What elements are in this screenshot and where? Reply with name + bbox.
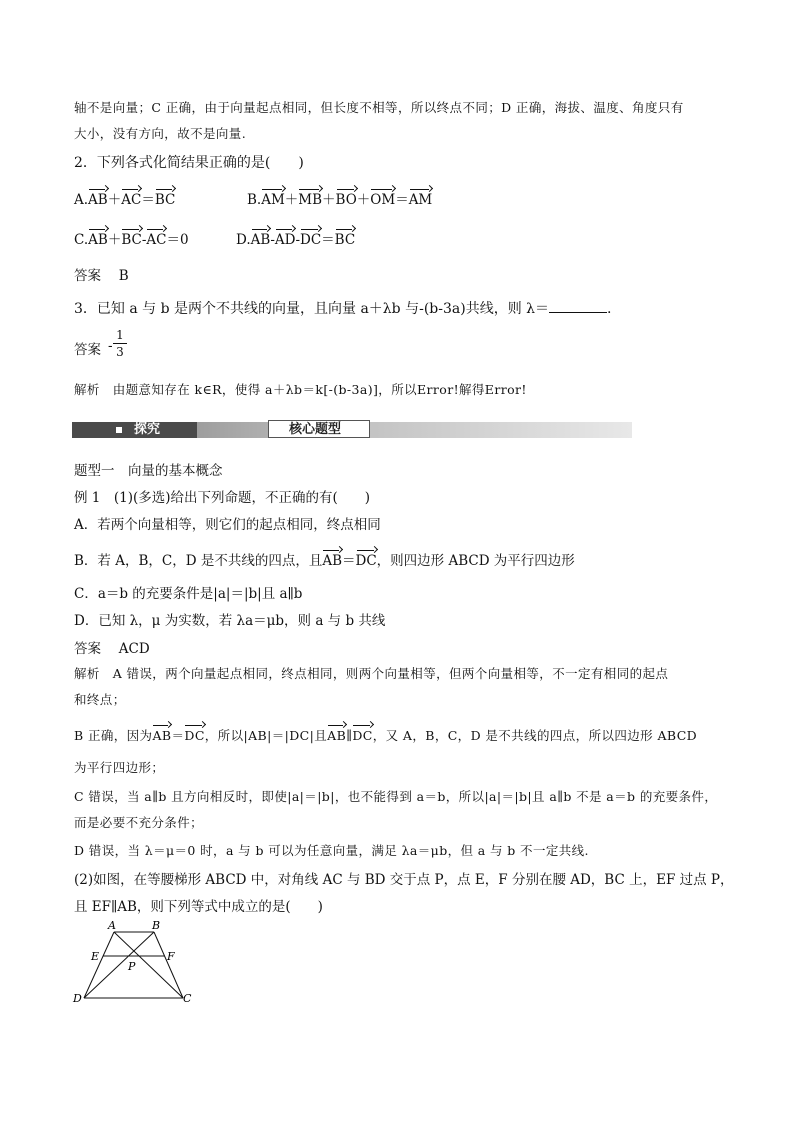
explanation-c-line1: C 错误，当 a∥b 且方向相反时，即使|a|＝|b|，也不能得到 a＝b，所以|a|＝|b|且 a∥b 不是 a＝b 的充要条件， xyxy=(74,789,718,804)
fraction-numerator: 1 xyxy=(116,328,124,342)
explanation-line: 轴不是向量；C 正确，由于向量起点相同，但长度不相等，所以终点不同；D 正确，海拔、温度、角度只有 xyxy=(74,100,684,115)
label-b: B xyxy=(152,919,161,932)
label-c: C xyxy=(183,992,192,1005)
parallel-sign: ∥ xyxy=(346,728,353,743)
option-b: B.AM＋MB＋BO＋OM＝AM xyxy=(247,192,433,208)
option-c: C.AB＋BC-AC＝0 xyxy=(74,232,189,248)
question-2-stem: 2．下列各式化简结果正确的是( ) xyxy=(74,155,304,171)
label-p: P xyxy=(128,960,136,973)
question-3-end: . xyxy=(607,301,612,317)
example-1-stem: 例 1 (1)(多选)给出下列命题，不正确的有( ) xyxy=(74,490,371,506)
banner-tag-explore xyxy=(72,422,197,438)
answer-row xyxy=(74,264,129,284)
q3-answer-label: 答案 xyxy=(74,342,101,358)
explanation-line: 大小，没有方向，故不是向量. xyxy=(74,126,247,141)
question-3-text: 3．已知 a 与 b 是两个不共线的向量，且向量 a＋λb 与-(b-3a)共线，则 λ＝ xyxy=(74,301,550,317)
equals-sign: ＝ xyxy=(171,728,185,743)
vector-dc: DC xyxy=(184,728,205,743)
label-d: D xyxy=(73,992,82,1005)
q3-answer-fraction xyxy=(113,328,127,359)
answer-label: 答案 xyxy=(74,268,101,284)
ex1-option-c: C．a＝b 的充要条件是|a|＝|b|且 a∥b xyxy=(74,586,303,602)
option-a: A.AB＋AC＝BC xyxy=(74,192,176,208)
answer-value: B xyxy=(118,268,129,284)
label-f: F xyxy=(167,950,175,963)
question-3-stem xyxy=(74,298,611,318)
segment-bc xyxy=(154,932,183,998)
ex1-answer-row xyxy=(74,637,150,657)
label-e: E xyxy=(91,950,100,963)
diagonal-ac xyxy=(114,932,183,998)
option-d: D.AB-AD-DC＝BC xyxy=(236,232,356,248)
label-a: A xyxy=(108,919,116,932)
ex1-option-d: D．已知 λ，μ 为实数，若 λa＝μb，则 a 与 b 共线 xyxy=(74,613,386,629)
explanation-c-line2: 而是必要不充分条件； xyxy=(74,815,204,830)
explanation-a-line1: 解析 A 错误，两个向量起点相同，终点相同，则两个向量相等，但两个向量相等，不一定有相同的起点 xyxy=(74,666,669,681)
vector-ab: AB xyxy=(152,728,172,743)
banner-right-text: 核心题型 xyxy=(289,422,342,437)
exp-b-mid: ，所以|AB|＝|DC|且 xyxy=(204,728,328,743)
ex1-option-a: A．若两个向量相等，则它们的起点相同，终点相同 xyxy=(74,517,381,533)
explanation-b-line1 xyxy=(74,726,697,744)
vector-dc: DC xyxy=(355,553,377,569)
fraction-bar xyxy=(113,343,127,344)
equals-sign: ＝ xyxy=(342,553,356,569)
answer-blank xyxy=(549,302,607,313)
section-banner xyxy=(72,420,632,440)
explanation-a-line2: 和终点； xyxy=(74,692,126,707)
trapezoid-figure xyxy=(70,918,200,1010)
vector-ab: AB xyxy=(327,728,347,743)
q3-analysis: 解析 由题意知存在 k∈R，使得 a＋λb＝k[-(b-3a)]，所以Error!解得Error! xyxy=(74,382,527,397)
segment-ad xyxy=(84,932,114,998)
example-1-part2-line1: (2)如图，在等腰梯形 ABCD 中，对角线 AC 与 BD 交于点 P，点 E，F 分别在腰 AD，BC 上，EF 过点 P， xyxy=(74,872,734,888)
answer-label: 答案 xyxy=(74,641,101,657)
answer-value: ACD xyxy=(118,641,150,657)
exp-b-tail: ，又 A，B，C，D 是不共线的四点，所以四边形 ABCD xyxy=(372,728,698,743)
vector-ab: AB xyxy=(322,553,342,569)
banner-tag-core xyxy=(268,420,370,438)
explanation-d: D 错误，当 λ＝μ＝0 时，a 与 b 可以为任意向量，满足 λa＝μb，但 a 与 b 不一定共线. xyxy=(74,843,589,858)
section-title: 题型一 向量的基本概念 xyxy=(74,463,223,479)
diagonal-bd xyxy=(84,932,154,998)
exp-b-text: B 正确，因为 xyxy=(74,728,153,743)
option-b-text: B．若 A，B，C，D 是不共线的四点，且 xyxy=(74,553,323,569)
fraction-denominator: 3 xyxy=(116,345,124,359)
square-bullet-icon xyxy=(116,427,122,433)
option-b-tail: ，则四边形 ABCD 为平行四边形 xyxy=(376,553,575,569)
example-1-part2-line2: 且 EF∥AB，则下列等式中成立的是( ) xyxy=(74,899,323,915)
q3-answer-sign: - xyxy=(108,338,113,354)
banner-left-text: 探究 xyxy=(134,422,161,437)
explanation-b-line2: 为平行四边形； xyxy=(74,760,165,775)
ex1-option-b xyxy=(74,549,575,569)
vector-dc: DC xyxy=(352,728,373,743)
